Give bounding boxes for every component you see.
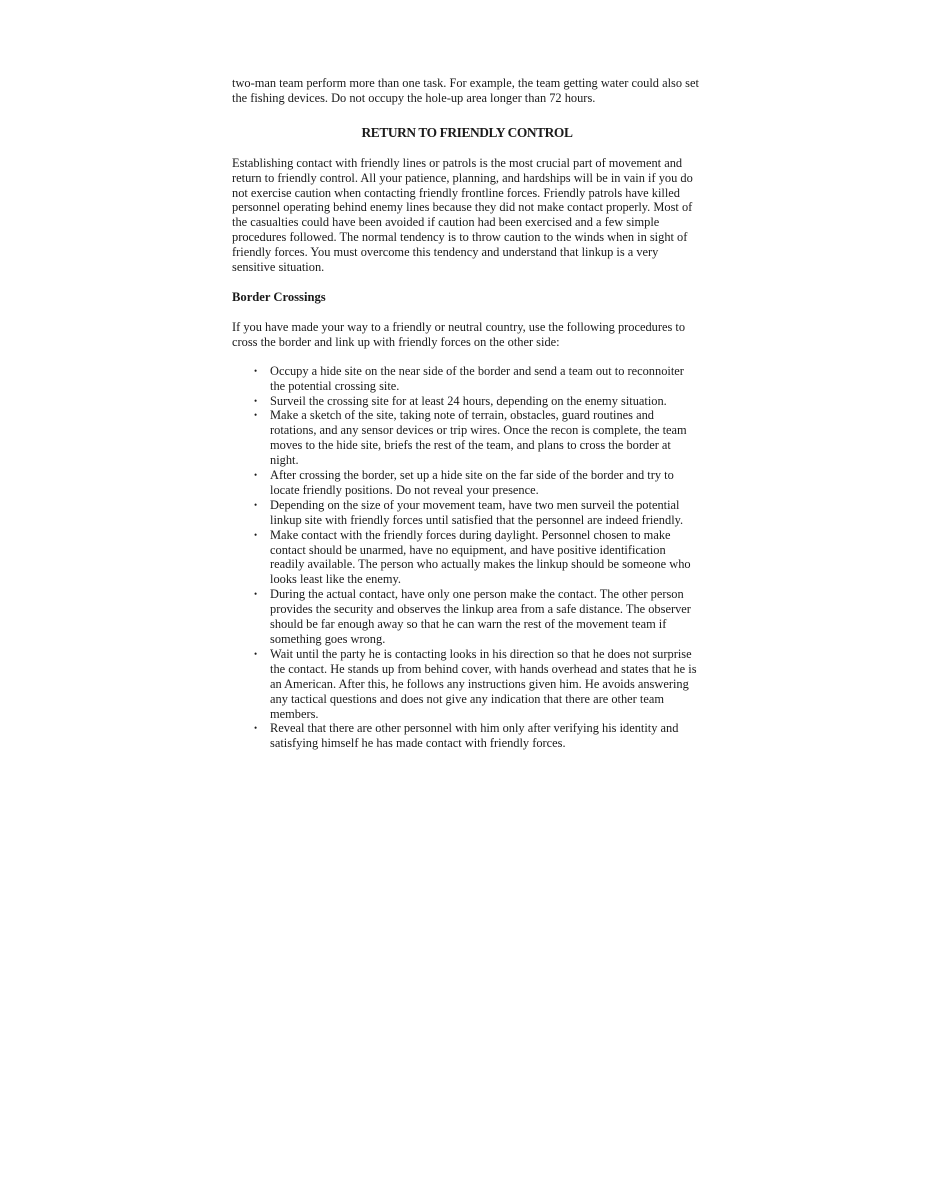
list-item [232,498,702,528]
list-item [232,647,702,722]
bullet-icon: • [254,589,258,600]
list-item [232,364,702,394]
subheading-border-crossings: Border Crossings [232,289,326,304]
bullet-icon: • [254,648,258,659]
section-paragraph: Establishing contact with friendly lines or patrols is the most crucial part of movement and return to friendly control. All your patience, planning, and hardships will be in vain if you do not exercise caution when contacting friendly frontline forces. Friendly patrols have killed personnel operating behind enemy lines because they did not make contact properly. Most of the casualties could have been avoided if caution had been exercised and a few simple procedures followed. The normal tendency is to throw caution to the winds when in sight of friendly forces. You must overcome this tendency and understand that linkup is a very sensitive situation. [232,155,693,275]
bullet-icon: • [254,499,258,510]
list-item-text: Surveil the crossing site for at least 24 hours, depending on the enemy situation. [270,393,667,408]
list-item-text: Make a sketch of the site, taking note of terrain, obstacles, guard routines and rotations, and any sensor devices or trip wires. Once the recon is complete, the team moves to the hide site, briefs the rest of the team, and plans to cross the border at night. [270,408,687,468]
list-item-text: Occupy a hide site on the near side of the border and send a team out to reconnoiter the potential crossing site. [270,363,684,393]
list-item-text: Depending on the size of your movement team, have two men surveil the potential linkup site with friendly forces until satisfied that the personnel are indeed friendly. [270,497,684,527]
bullet-icon: • [254,723,258,734]
list-item-text: Wait until the party he is contacting looks in his direction so that he does not surprise the contact. He stands up from behind cover, with hands overhead and states that he is an American. After this, he follows any instructions given him. He avoids answering any tactical questions and does not give any indication that there are other team members. [270,646,697,721]
procedures-list [232,364,702,752]
list-item [232,528,702,588]
bullet-icon: • [254,410,258,421]
list-item [232,587,702,647]
list-item [232,408,702,468]
list-item-text: Reveal that there are other personnel with him only after verifying his identity and satisfying himself he has made contact with friendly forces. [270,721,679,751]
document-page [232,76,702,751]
list-item [232,468,702,498]
procedures-intro: If you have made your way to a friendly or neutral country, use the following procedures to cross the border and link up with friendly forces on the other side: [232,319,686,349]
list-item-text: Make contact with the friendly forces during daylight. Personnel chosen to make contact should be unarmed, have no equipment, and have positive identification readily available. The person who actually makes the linkup should be someone who looks least like the enemy. [270,527,691,587]
list-item-text: During the actual contact, have only one person make the contact. The other person provides the security and observes the linkup area from a safe distance. The observer should be far enough away so that he can warn the rest of the movement team if something goes wrong. [270,587,691,646]
bullet-icon: • [254,365,258,376]
list-item [232,721,702,751]
list-item [232,394,702,409]
bullet-icon: • [254,470,258,481]
section-title: RETURN TO FRIENDLY CONTROL [361,124,573,140]
bullet-icon: • [254,395,258,406]
list-item-text: After crossing the border, set up a hide site on the far side of the border and try to locate friendly positions. Do not reveal your presence. [270,468,674,497]
bullet-icon: • [254,529,258,540]
intro-paragraph: two-man team perform more than one task. For example, the team getting water could also set the fishing devices. Do not occupy the hole-up area longer than 72 hours. [232,76,699,105]
